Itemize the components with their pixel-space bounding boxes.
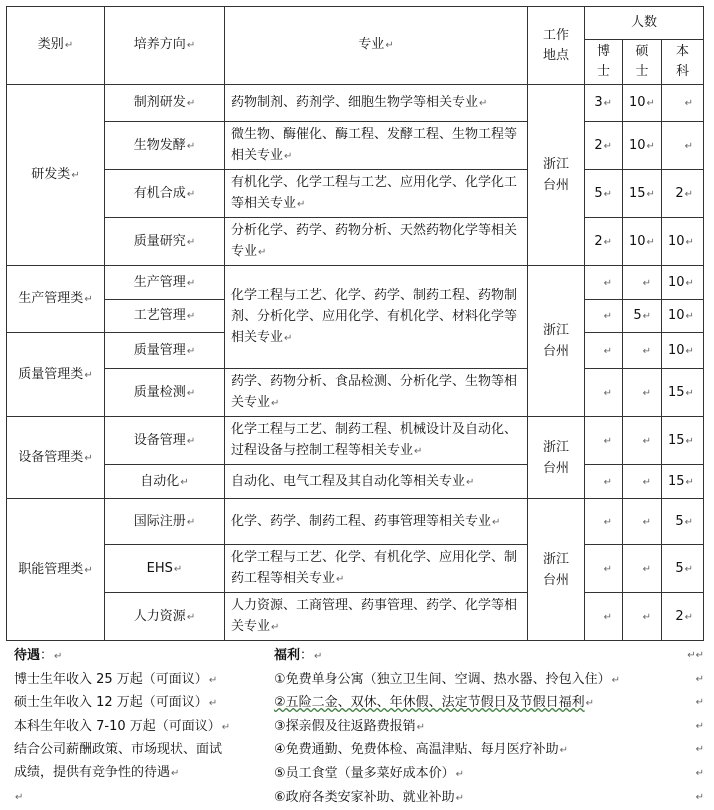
table-row	[7, 499, 704, 545]
header-location: 工作 地点	[528, 7, 585, 85]
treatment-heading: 待遇：↵	[14, 648, 63, 663]
master-count: 10↵	[623, 218, 662, 266]
location-cell: 浙江 台州	[528, 266, 585, 417]
phd-count: ↵	[585, 333, 623, 369]
bachelor-count: 15↵	[662, 369, 704, 417]
phd-count: 2↵	[585, 122, 623, 170]
phd-count: 3↵	[585, 85, 623, 122]
major-cell: 化学工程与工艺、制药工程、机械设计及自动化、过程设备与控制工程等相关专业↵	[225, 417, 528, 465]
bachelor-count: 10↵	[662, 266, 704, 300]
direction-cell: 质量研究↵	[105, 218, 225, 266]
category-cell: 职能管理类↵	[7, 499, 105, 641]
header-major: 专业↵	[225, 7, 528, 85]
header-phd: 博 士	[585, 40, 623, 85]
welfare-item: ②五险二金、双休、年休假、法定节假日及节假日福利↵ ↵	[274, 695, 704, 711]
major-cell: 分析化学、药学、药物分析、天然药物化学等相关专业↵	[225, 218, 528, 266]
bachelor-count: 5↵	[662, 545, 704, 593]
bachelor-count: 10↵	[662, 218, 704, 266]
direction-cell: EHS↵	[105, 545, 225, 593]
major-cell: 化学工程与工艺、化学、有机化学、应用化学、制药工程等相关专业↵	[225, 545, 528, 593]
treatment-block	[14, 645, 266, 809]
direction-cell: 质量检测↵	[105, 369, 225, 417]
bachelor-count: ↵	[662, 85, 704, 122]
welfare-item: ③探亲假及往返路费报销↵ ↵	[274, 718, 704, 734]
major-cell: 自动化、电气工程及其自动化等相关专业↵	[225, 465, 528, 499]
direction-cell: 制剂研发↵	[105, 85, 225, 122]
master-count: ↵	[623, 545, 662, 593]
phd-count: ↵	[585, 417, 623, 465]
phd-count: 5↵	[585, 170, 623, 218]
treatment-line: 本科生年收入 7-10 万起（可面议）↵	[14, 718, 231, 734]
major-cell: 化学、药学、制药工程、药事管理等相关专业↵	[225, 499, 528, 545]
direction-cell: 有机合成↵	[105, 170, 225, 218]
master-count: ↵	[623, 369, 662, 417]
treatment-line: 博士生年收入 25 万起（可面议）↵	[14, 671, 218, 687]
category-cell: 设备管理类↵	[7, 417, 105, 499]
table-row	[7, 122, 704, 170]
location-cell: 浙江 台州	[528, 417, 585, 499]
table-row	[7, 170, 704, 218]
direction-cell: 国际注册↵	[105, 499, 225, 545]
table-row	[7, 369, 704, 417]
recruitment-sheet	[6, 6, 708, 805]
direction-cell: 质量管理↵	[105, 333, 225, 369]
phd-count: ↵	[585, 369, 623, 417]
bachelor-count: 5↵	[662, 499, 704, 545]
category-cell: 研发类↵	[7, 85, 105, 266]
direction-cell: 人力资源↵	[105, 593, 225, 641]
direction-cell: 生物发酵↵	[105, 122, 225, 170]
table-row	[7, 85, 704, 122]
master-count: 10↵	[623, 85, 662, 122]
treatment-line: 成绩，提供有竞争性的待遇↵	[14, 764, 180, 780]
category-cell: 质量管理类↵	[7, 333, 105, 417]
location-cell: 浙江 台州	[528, 85, 585, 266]
major-cell: 药学、药物分析、食品检测、分析化学、生物等相关专业↵	[225, 369, 528, 417]
bachelor-count: 15↵	[662, 417, 704, 465]
header-bachelor: 本 科	[662, 40, 704, 85]
table-row	[7, 593, 704, 641]
phd-count: ↵	[585, 266, 623, 300]
positions-table	[6, 6, 704, 641]
direction-cell: 生产管理↵	[105, 266, 225, 300]
treatment-line: 结合公司薪酬政策、市场现状、面试	[14, 742, 223, 758]
master-count: ↵	[623, 266, 662, 300]
category-cell: 生产管理类↵	[7, 266, 105, 333]
welfare-block	[274, 645, 704, 810]
master-count: 10↵	[623, 122, 662, 170]
welfare-item: ①免费单身公寓（独立卫生间、空调、热水器、拎包入住）↵ ↵	[274, 671, 704, 687]
treatment-line: 硕士生年收入 12 万起（可面议）↵	[14, 695, 218, 711]
phd-count: 2↵	[585, 218, 623, 266]
master-count: ↵	[623, 333, 662, 369]
header-category: 类别↵	[7, 7, 105, 85]
table-row	[7, 545, 704, 593]
phd-count: ↵	[585, 300, 623, 333]
direction-cell: 设备管理↵	[105, 417, 225, 465]
phd-count: ↵	[585, 465, 623, 499]
bachelor-count: 2↵	[662, 593, 704, 641]
master-count: ↵	[623, 593, 662, 641]
location-cell: 浙江 台州	[528, 499, 585, 641]
major-cell: 有机化学、化学工程与工艺、应用化学、化学化工等相关专业↵	[225, 170, 528, 218]
bachelor-count: 2↵	[662, 170, 704, 218]
header-direction: 培养方向↵	[105, 7, 225, 85]
welfare-item: ⑤员工食堂（量多菜好成本价）↵ ↵	[274, 765, 704, 781]
welfare-item: ⑥政府各类安家补助、就业补助↵ ↵	[274, 789, 704, 805]
phd-count: ↵	[585, 499, 623, 545]
bachelor-count: 10↵	[662, 300, 704, 333]
header-count: 人数	[585, 7, 704, 40]
table-row	[7, 266, 704, 300]
major-cell: 微生物、酶催化、酶工程、发酵工程、生物工程等相关专业↵	[225, 122, 528, 170]
bachelor-count: ↵	[662, 122, 704, 170]
master-count: ↵	[623, 417, 662, 465]
welfare-heading: 福利：↵ ↵↵	[274, 648, 704, 663]
major-cell: 人力资源、工商管理、药事管理、药学、化学等相关专业↵	[225, 593, 528, 641]
table-row	[7, 218, 704, 266]
direction-cell: 工艺管理↵	[105, 300, 225, 333]
table-row	[7, 417, 704, 465]
phd-count: ↵	[585, 593, 623, 641]
header-master: 硕 士	[623, 40, 662, 85]
master-count: ↵	[623, 465, 662, 499]
master-count: ↵	[623, 499, 662, 545]
major-cell: 药物制剂、药剂学、细胞生物学等相关专业↵	[225, 85, 528, 122]
paragraph-mark: ↵	[15, 791, 24, 803]
welfare-item: ④免费通勤、免费体检、高温津贴、每月医疗补助↵ ↵	[274, 742, 704, 758]
bachelor-count: 10↵	[662, 333, 704, 369]
bachelor-count: 15↵	[662, 465, 704, 499]
table-row	[7, 465, 704, 499]
benefits-section	[6, 641, 708, 805]
major-cell: 化学工程与工艺、化学、药学、制药工程、药物制剂、分析化学、应用化学、有机化学、材料化学等相关专业↵	[225, 266, 528, 369]
master-count: 15↵	[623, 170, 662, 218]
master-count: 5↵	[623, 300, 662, 333]
direction-cell: 自动化↵	[105, 465, 225, 499]
phd-count: ↵	[585, 545, 623, 593]
